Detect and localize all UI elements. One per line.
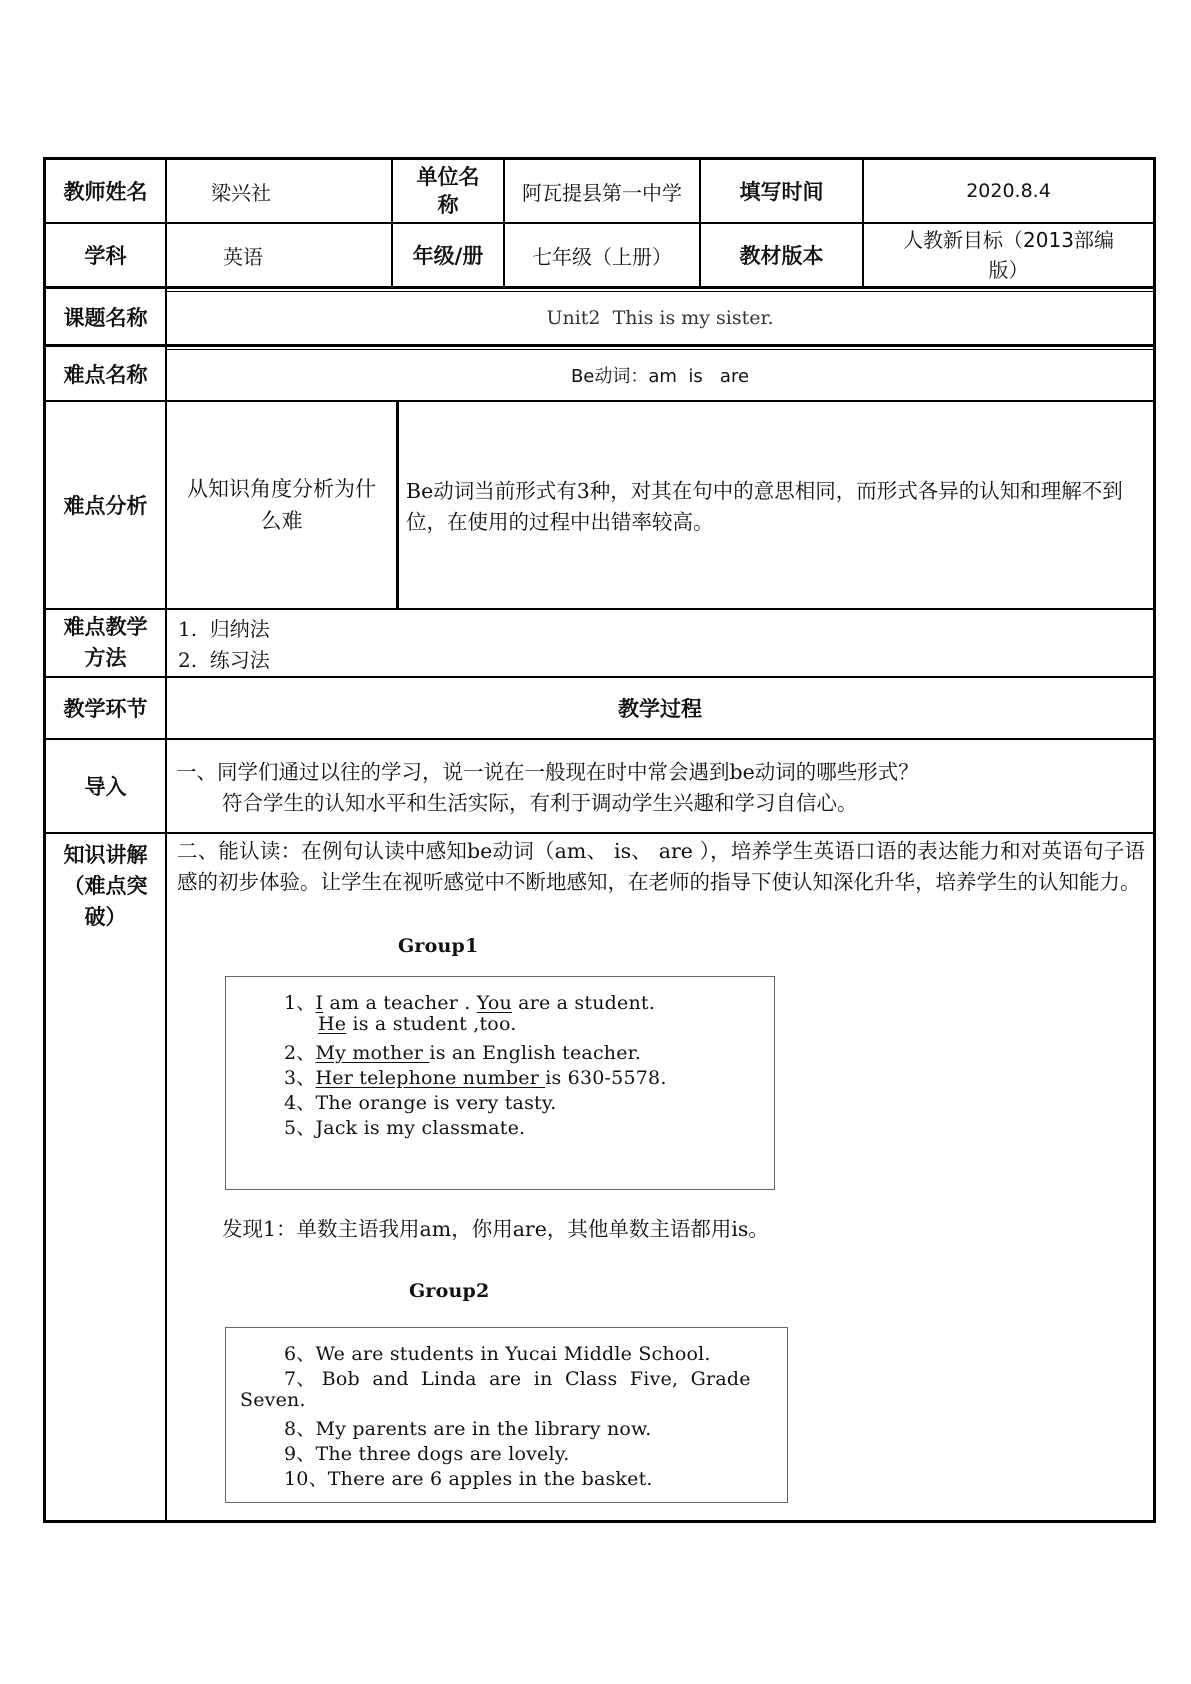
group1-sentence-2 <box>284 1038 641 1065</box>
s2-subject: My mother <box>315 1042 430 1064</box>
methods-label <box>46 610 165 676</box>
teacher-label: 教师姓名 <box>63 180 148 204</box>
methods-label-line1: 难点教学 <box>63 615 148 639</box>
group1-sentence-1b <box>318 1013 517 1035</box>
group2-title: Group2 <box>409 1280 490 1302</box>
method-item-2: 2. 练习法 <box>178 648 270 672</box>
date-label: 填写时间 <box>739 180 824 204</box>
intro-line-2: 符合学生的认知水平和生活实际，有利于调动学生兴趣和学习自信心。 <box>222 791 858 815</box>
group2-sentence-7b: Seven. <box>240 1389 306 1411</box>
s3-rest: is 630-5578. <box>545 1067 667 1089</box>
row-line-2 <box>43 286 1156 289</box>
group2-sentence-10: 10、There are 6 apples in the basket. <box>284 1468 653 1490</box>
topic-value: Unit2 This is my sister. <box>546 307 774 329</box>
intro-line-1: 一、同学们通过以往的学习，说一说在一般现在时中常会遇到be动词的哪些形式？ <box>176 760 919 784</box>
analysis-divider <box>396 401 399 609</box>
s2-rest: is an English teacher. <box>429 1042 642 1064</box>
process-label: 教学环节 <box>63 697 148 721</box>
subject-label: 学科 <box>84 244 127 268</box>
s1-rest-b: are a student. <box>511 992 655 1014</box>
grade-label: 年级/册 <box>412 244 484 268</box>
knowledge-text: 二、能认读：在例句认读中感知be动词（am、 is、 are ），培养学生英语口语的表达能力和对英语句子语感的初步体验。让学生在视听感觉中不断地感知，在老师的指导下使认知深化升华，培养学生的认知能力。 <box>177 839 1145 894</box>
group2-sentence-9: 9、The three dogs are lovely. <box>284 1443 570 1465</box>
s1-subject-i: I <box>315 992 324 1014</box>
topic-label: 课题名称 <box>63 305 148 330</box>
difficulty-label: 难点名称 <box>63 362 148 387</box>
unit-label <box>393 160 503 222</box>
s3-subject: Her telephone number <box>315 1067 546 1089</box>
row-line-8 <box>43 832 1156 834</box>
unit-label-text: 单位名称 <box>416 165 480 217</box>
s1-rest-a: am a teacher . <box>323 992 477 1014</box>
knowledge-label-line3: 破） <box>84 905 127 929</box>
process-header: 教学过程 <box>618 697 702 721</box>
s3-num: 3、 <box>284 1067 316 1089</box>
group2-sentence-8: 8、My parents are in the library now. <box>284 1418 652 1440</box>
unit-value: 阿瓦提县第一中学 <box>522 180 682 205</box>
s1-subject-he: He <box>318 1013 347 1035</box>
knowledge-label <box>46 836 165 936</box>
difficulty-value: Be动词：am is are <box>570 366 750 387</box>
row-line-3 <box>43 344 1156 347</box>
group1-title: Group1 <box>398 935 479 957</box>
group1-sentence-4: 4、The orange is very tasty. <box>284 1092 557 1114</box>
finding-1: 发现1：单数主语我用am，你用are，其他单数主语都用is。 <box>222 1217 769 1241</box>
s2-num: 2、 <box>284 1042 316 1064</box>
table-border-bottom <box>43 1520 1156 1523</box>
subject-value: 英语 <box>223 244 263 269</box>
group1-sentence-1 <box>284 988 655 1015</box>
s1-subject-you: You <box>476 992 512 1014</box>
analysis-label: 难点分析 <box>63 494 148 518</box>
knowledge-label-line2: （难点突 <box>63 874 148 898</box>
date-value: 2020.8.4 <box>966 180 1051 202</box>
method-item-1: 1. 归纳法 <box>178 617 270 641</box>
grade-value: 七年级（上册） <box>532 244 672 269</box>
analysis-sub-label: 从知识角度分析为什么难 <box>187 477 376 533</box>
edition-label: 教材版本 <box>739 244 824 268</box>
row-line-7 <box>43 738 1156 740</box>
group2-sentence-6: 6、We are students in Yucai Middle School. <box>284 1343 711 1365</box>
table-border-right <box>1153 157 1156 1523</box>
analysis-text: Be动词当前形式有3种，对其在句中的意思相同，而形式各异的认知和理解不到位，在使用的过程中出错率较高。 <box>406 479 1123 534</box>
s1-rest-c: is a student ,too. <box>346 1013 517 1035</box>
group2-sentence-7: 7、 Bob and Linda are in Class Five, Grade <box>284 1368 751 1390</box>
methods-label-line2: 方法 <box>84 646 127 670</box>
edition-value: 人教新目标（2013部编版） <box>903 228 1114 282</box>
knowledge-label-line1: 知识讲解 <box>63 843 148 867</box>
teacher-value: 梁兴社 <box>211 180 271 205</box>
group1-sentence-3 <box>284 1063 667 1090</box>
group1-sentence-5: 5、Jack is my classmate. <box>284 1117 526 1139</box>
row-line-5 <box>43 608 1156 610</box>
s1-num: 1、 <box>284 992 316 1014</box>
intro-label: 导入 <box>84 775 127 799</box>
